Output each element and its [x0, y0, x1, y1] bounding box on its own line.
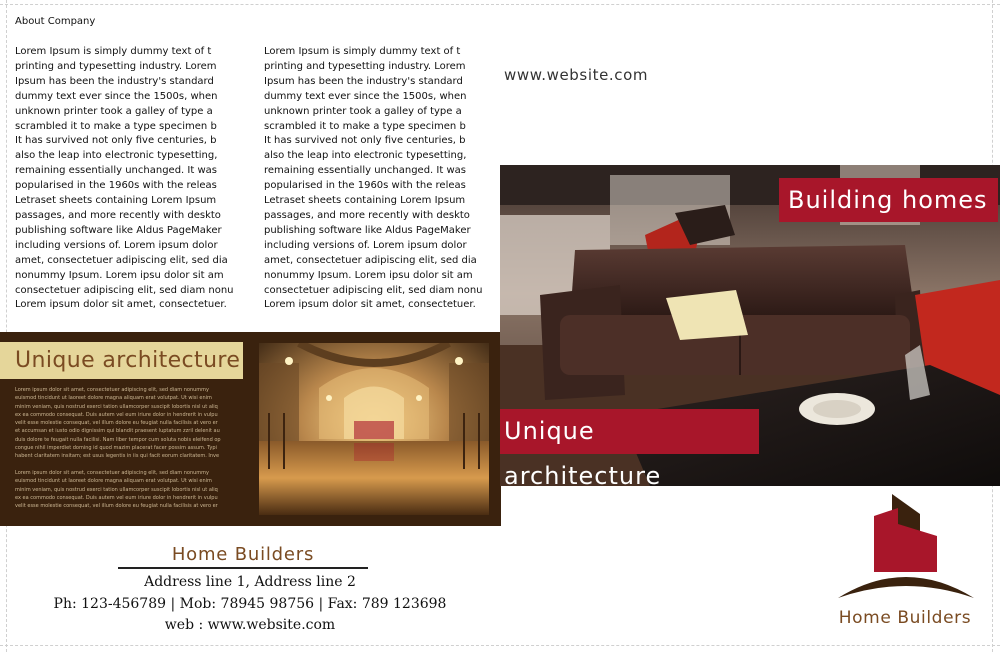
architecture-paragraph-2: Lorem ipsum dolor sit amet, consectetuer adipiscing elit, sed diam nonummy euismod tincidunt ut laoreet dolore magna aliquam erat volutpat. Ut wisi enim minim veniam, quis nostrud exerci tation ullamcorper suscipit lobortis nisl ut aliq ex ea commodo consequat. Duis autem vel eum iriure dolor in hendrerit in vulpu velit esse molestie consequat, vel illum dolore eu feugiat nulla facilisis at vero er: [15, 470, 218, 510]
web-line: web : www.website.com: [164, 617, 336, 633]
company-underline: [118, 567, 368, 569]
about-column-2: Lorem Ipsum is simply dummy text of t printing and typesetting industry. Lorem Ipsum has been the industry's standard dummy text ever since the 1500s, when unknown printer took a galley of type a scrambled it to make a type specimen b It has survived not only five centuries, b also the leap into electronic typesetting, remaining essentially unchanged. It was popularised in the 1960s with the releas Letraset sheets containing Lorem Ipsum passages, and more recently with deskto publishing software like Aldus PageMaker including versions of. Lorem ipsum dolor amet, consectetuer adipiscing elit, sed dia nonummy Ipsum. Lorem ipsu dolor sit am consectetuer adipiscing elit, sed diam nonu Lorem ipsum dolor sit amet, consectetuer.: [264, 46, 483, 311]
website-url: www.website.com: [504, 66, 649, 84]
fold-guide-top: [0, 4, 1000, 5]
fold-guide-left: [6, 0, 7, 652]
phone-line: Ph: 123-456789 | Mob: 78945 98756 | Fax: 789 123698: [53, 596, 447, 612]
about-title: About Company: [15, 16, 96, 27]
address-line: Address line 1, Address line 2: [144, 574, 356, 590]
about-column-1: Lorem Ipsum is simply dummy text of t printing and typesetting industry. Lorem Ipsum has been the industry's standard dummy text ever since the 1500s, when unknown printer took a galley of type a scrambled it to make a type specimen b It has survived not only five centuries, b also the leap into electronic typesetting, remaining essentially unchanged. It was popularised in the 1960s with the releas Letraset sheets containing Lorem Ipsum passages, and more recently with deskto publishing software like Aldus PageMaker including versions of. Lorem ipsum dolor amet, consectetuer adipiscing elit, sed dia nonummy Ipsum. Lorem ipsu dolor sit am consectetuer adipiscing elit, sed diam nonu Lorem ipsum dolor sit amet, consectetuer.: [15, 46, 234, 311]
logo-company-name: Home Builders: [838, 608, 972, 628]
architecture-paragraph-1: Lorem ipsum dolor sit amet, consectetuer adipiscing elit, sed diam nonummy euismod tincidunt ut laoreet dolore magna aliquam erat volutpat. Ut wisi enim minim veniam, quis nostrud exerci tation ullamcorper suscipit lobortis nisl ut aliq ex ea commodo consequat. Duis autem vel eum iriure dolor in hendrerit in vulpu velit esse molestie consequat, vel illum dolore eu feugiat nulla facilisis at vero er et accumsan et iusto odio dignissim qui blandit praesent luptatum zzril delenit au duis dolore te feugait nulla facilisi. Nam liber tempor cum soluta nobis eleifend op congue nihil imperdiet doming id quod mazim placerat facer possim assum. Typi habent claritatem insitam; est usus legentis in iis qui facit eorum claritatem. Inve: [15, 387, 221, 460]
architecture-heading: Unique architecture: [0, 342, 243, 379]
fold-guide-bottom: [0, 645, 1000, 646]
company-name: Home Builders: [171, 544, 315, 565]
unique-architecture-badge: Unique architecture: [500, 409, 759, 454]
building-homes-badge: Building homes: [779, 178, 998, 222]
building-logo-icon: [836, 494, 976, 602]
architecture-photo: [259, 343, 489, 515]
